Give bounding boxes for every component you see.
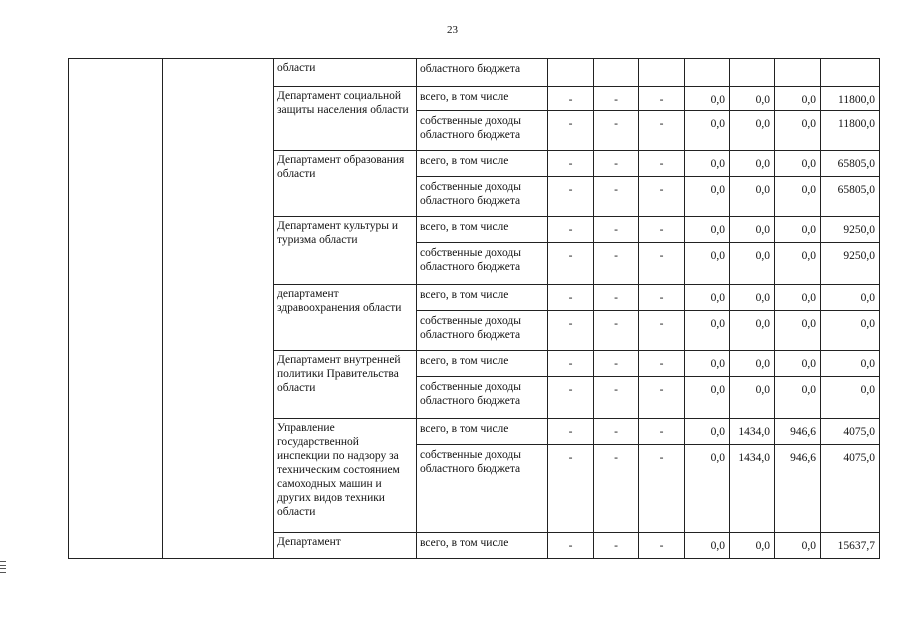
value-cell: 0,0 — [685, 351, 730, 377]
executor-name: Департамент внутренней политики Правительства области — [274, 351, 417, 419]
table-row — [69, 59, 880, 87]
value-cell: - — [594, 377, 639, 419]
value-cell: 0,0 — [685, 111, 730, 151]
value-cell: 0,0 — [685, 533, 730, 559]
value-cell: - — [639, 419, 685, 445]
funding-source: всего, в том числе — [417, 533, 548, 559]
value-cell — [821, 59, 880, 87]
value-cell: 65805,0 — [821, 177, 880, 217]
value-cell: - — [639, 377, 685, 419]
value-cell: - — [548, 377, 594, 419]
value-cell: 0,0 — [775, 533, 821, 559]
executor-name: области — [274, 59, 417, 87]
program-number-cell — [69, 59, 163, 559]
value-cell: 0,0 — [685, 419, 730, 445]
value-cell: 0,0 — [821, 377, 880, 419]
page-number: 23 — [447, 24, 458, 36]
value-cell: 0,0 — [821, 351, 880, 377]
value-cell: - — [639, 243, 685, 285]
value-cell: - — [548, 419, 594, 445]
funding-source: всего, в том числе — [417, 419, 548, 445]
value-cell: 0,0 — [821, 285, 880, 311]
value-cell: 0,0 — [685, 87, 730, 111]
value-cell: 0,0 — [685, 151, 730, 177]
funding-source: областного бюджета — [417, 59, 548, 87]
value-cell: - — [548, 177, 594, 217]
value-cell: 0,0 — [730, 533, 775, 559]
value-cell: 0,0 — [775, 351, 821, 377]
value-cell: - — [594, 177, 639, 217]
value-cell: 0,0 — [775, 243, 821, 285]
value-cell — [548, 59, 594, 87]
value-cell: 0,0 — [685, 177, 730, 217]
value-cell: - — [548, 351, 594, 377]
value-cell: 0,0 — [730, 285, 775, 311]
value-cell: - — [548, 533, 594, 559]
value-cell: - — [548, 285, 594, 311]
value-cell: - — [594, 419, 639, 445]
value-cell: - — [548, 87, 594, 111]
funding-source: всего, в том числе — [417, 285, 548, 311]
value-cell: - — [639, 311, 685, 351]
value-cell: 0,0 — [685, 311, 730, 351]
value-cell: 0,0 — [730, 217, 775, 243]
funding-source: всего, в том числе — [417, 217, 548, 243]
value-cell: 15637,7 — [821, 533, 880, 559]
value-cell: 0,0 — [775, 311, 821, 351]
value-cell: - — [594, 87, 639, 111]
value-cell — [685, 59, 730, 87]
value-cell: 0,0 — [730, 351, 775, 377]
value-cell: 1434,0 — [730, 445, 775, 533]
value-cell: - — [548, 217, 594, 243]
value-cell: 4075,0 — [821, 419, 880, 445]
value-cell: - — [639, 533, 685, 559]
value-cell: 0,0 — [775, 111, 821, 151]
value-cell: 0,0 — [775, 177, 821, 217]
value-cell: 0,0 — [775, 87, 821, 111]
funding-source: собственные доходы областного бюджета — [417, 111, 548, 151]
funding-source: собственные доходы областного бюджета — [417, 177, 548, 217]
value-cell: - — [594, 151, 639, 177]
value-cell: 0,0 — [775, 151, 821, 177]
value-cell: 11800,0 — [821, 111, 880, 151]
value-cell — [639, 59, 685, 87]
value-cell: - — [639, 151, 685, 177]
value-cell — [594, 59, 639, 87]
executor-name: Департамент образования области — [274, 151, 417, 217]
funding-source: собственные доходы областного бюджета — [417, 243, 548, 285]
value-cell: 9250,0 — [821, 217, 880, 243]
value-cell: - — [548, 311, 594, 351]
value-cell: - — [594, 311, 639, 351]
value-cell: - — [639, 111, 685, 151]
funding-source: собственные доходы областного бюджета — [417, 445, 548, 533]
value-cell — [730, 59, 775, 87]
value-cell: 0,0 — [730, 243, 775, 285]
value-cell: 65805,0 — [821, 151, 880, 177]
value-cell: 0,0 — [685, 377, 730, 419]
value-cell: - — [639, 177, 685, 217]
value-cell: - — [548, 243, 594, 285]
value-cell: 0,0 — [775, 217, 821, 243]
value-cell: - — [594, 533, 639, 559]
margin-mark — [0, 561, 6, 573]
value-cell: 4075,0 — [821, 445, 880, 533]
executor-name: Управление государственной инспекции по надзору за техническим состоянием самоходных машин и других видов техники области — [274, 419, 417, 533]
value-cell — [775, 59, 821, 87]
value-cell: - — [594, 285, 639, 311]
value-cell: 11800,0 — [821, 87, 880, 111]
value-cell: 0,0 — [730, 151, 775, 177]
value-cell: - — [639, 351, 685, 377]
funding-source: собственные доходы областного бюджета — [417, 377, 548, 419]
funding-source: собственные доходы областного бюджета — [417, 311, 548, 351]
program-name-cell — [163, 59, 274, 559]
value-cell: 0,0 — [775, 377, 821, 419]
value-cell: - — [594, 111, 639, 151]
value-cell: - — [594, 445, 639, 533]
value-cell: - — [639, 445, 685, 533]
executor-name: Департамент — [274, 533, 417, 559]
value-cell: - — [548, 151, 594, 177]
value-cell: 0,0 — [730, 377, 775, 419]
executor-name: департамент здравоохранения области — [274, 285, 417, 351]
value-cell: 0,0 — [685, 445, 730, 533]
value-cell: - — [639, 217, 685, 243]
value-cell: - — [594, 217, 639, 243]
value-cell: 1434,0 — [730, 419, 775, 445]
value-cell: 0,0 — [685, 243, 730, 285]
value-cell: 0,0 — [775, 285, 821, 311]
executor-name: Департамент социальной защиты населения области — [274, 87, 417, 151]
value-cell: - — [639, 285, 685, 311]
executor-name: Департамент культуры и туризма области — [274, 217, 417, 285]
value-cell: - — [639, 87, 685, 111]
value-cell: - — [594, 243, 639, 285]
value-cell: 0,0 — [730, 111, 775, 151]
value-cell: 946,6 — [775, 445, 821, 533]
funding-source: всего, в том числе — [417, 87, 548, 111]
value-cell: 0,0 — [730, 177, 775, 217]
value-cell: - — [594, 351, 639, 377]
value-cell: 946,6 — [775, 419, 821, 445]
budget-table — [68, 58, 880, 559]
value-cell: 9250,0 — [821, 243, 880, 285]
funding-source: всего, в том числе — [417, 351, 548, 377]
value-cell: 0,0 — [730, 87, 775, 111]
value-cell: 0,0 — [685, 285, 730, 311]
value-cell: - — [548, 111, 594, 151]
value-cell: - — [548, 445, 594, 533]
value-cell: 0,0 — [821, 311, 880, 351]
value-cell: 0,0 — [730, 311, 775, 351]
value-cell: 0,0 — [685, 217, 730, 243]
funding-source: всего, в том числе — [417, 151, 548, 177]
